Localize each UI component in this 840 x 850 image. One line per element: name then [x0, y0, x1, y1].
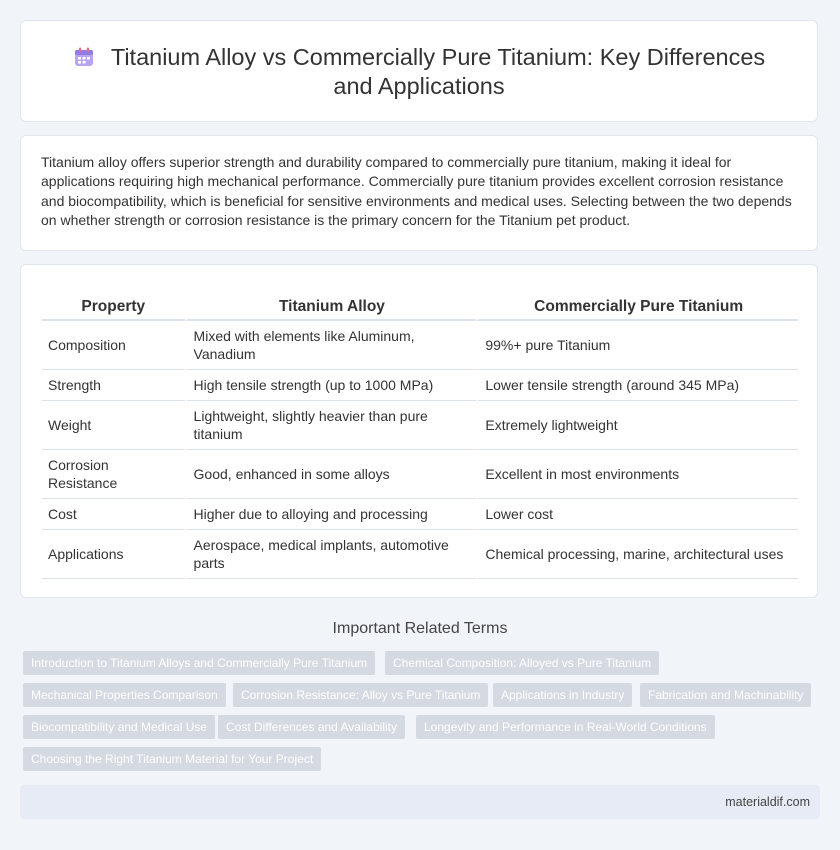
related-term-tag[interactable]: Applications in Industry — [493, 683, 632, 707]
related-term-tag[interactable]: Longevity and Performance in Real-World Conditions — [416, 715, 715, 739]
related-term-tag[interactable]: Introduction to Titanium Alloys and Commercially Pure Titanium — [23, 651, 375, 675]
cell-alloy: High tensile strength (up to 1000 MPa) — [185, 370, 477, 401]
comparison-table — [42, 296, 798, 579]
comparison-card — [20, 264, 818, 598]
calendar-icon — [73, 46, 95, 68]
header-titanium-alloy: Titanium Alloy — [185, 296, 477, 321]
table-row — [42, 450, 798, 499]
cell-property: Corrosion Resistance — [42, 450, 185, 499]
cell-alloy: Lightweight, slightly heavier than pure titanium — [185, 401, 477, 450]
related-term-tag[interactable]: Biocompatibility and Medical Use — [23, 715, 215, 739]
table-row — [42, 499, 798, 530]
cell-property: Strength — [42, 370, 185, 401]
related-term-tag[interactable]: Corrosion Resistance: Alloy vs Pure Titanium — [233, 683, 488, 707]
related-term-tag[interactable]: Cost Differences and Availability — [218, 715, 405, 739]
cell-pure: 99%+ pure Titanium — [476, 321, 798, 370]
title-line-1: Titanium Alloy vs Commercially Pure Titanium: Key Differences — [110, 44, 766, 70]
intro-text: Titanium alloy offers superior strength and durability compared to commercially pure titanium, making it ideal for applications requiring high mechanical performance. Commercially pure titanium provides excellent corrosion resistance and biocompatibility, which is beneficial for sensitive environments and medical uses. Selecting between the two depends on whether strength or corrosion resistance is the primary concern for the Titanium pet product. — [41, 154, 792, 229]
page-title — [21, 43, 817, 101]
cell-property: Composition — [42, 321, 185, 370]
cell-pure: Lower tensile strength (around 345 MPa) — [476, 370, 798, 401]
footer — [20, 785, 820, 819]
header-property: Property — [42, 296, 185, 321]
cell-pure: Excellent in most environments — [476, 450, 798, 499]
related-term-tag[interactable]: Chemical Composition: Alloyed vs Pure Titanium — [385, 651, 659, 675]
table-row — [42, 321, 798, 370]
cell-property: Applications — [42, 530, 185, 579]
footer-site-link[interactable]: materialdif.com — [725, 795, 810, 809]
cell-alloy: Mixed with elements like Aluminum, Vanadium — [185, 321, 477, 370]
cell-pure: Extremely lightweight — [476, 401, 798, 450]
cell-alloy: Aerospace, medical implants, automotive parts — [185, 530, 477, 579]
table-row — [42, 530, 798, 579]
table-header-row — [42, 296, 798, 321]
table-row — [42, 401, 798, 450]
related-term-tag[interactable]: Fabrication and Machinability — [640, 683, 811, 707]
cell-property: Weight — [42, 401, 185, 450]
cell-property: Cost — [42, 499, 185, 530]
header-card — [20, 20, 818, 122]
related-terms-title: Important Related Terms — [332, 620, 508, 637]
table-row — [42, 370, 798, 401]
cell-alloy: Good, enhanced in some alloys — [185, 450, 477, 499]
cell-pure: Lower cost — [476, 499, 798, 530]
cell-pure: Chemical processing, marine, architectural uses — [476, 530, 798, 579]
cell-alloy: Higher due to alloying and processing — [185, 499, 477, 530]
header-pure-titanium: Commercially Pure Titanium — [476, 296, 798, 321]
related-term-tag[interactable]: Mechanical Properties Comparison — [23, 683, 226, 707]
title-line-2: and Applications — [333, 73, 505, 99]
related-term-tag[interactable]: Choosing the Right Titanium Material for Your Project — [23, 747, 321, 771]
intro-card — [20, 135, 818, 251]
